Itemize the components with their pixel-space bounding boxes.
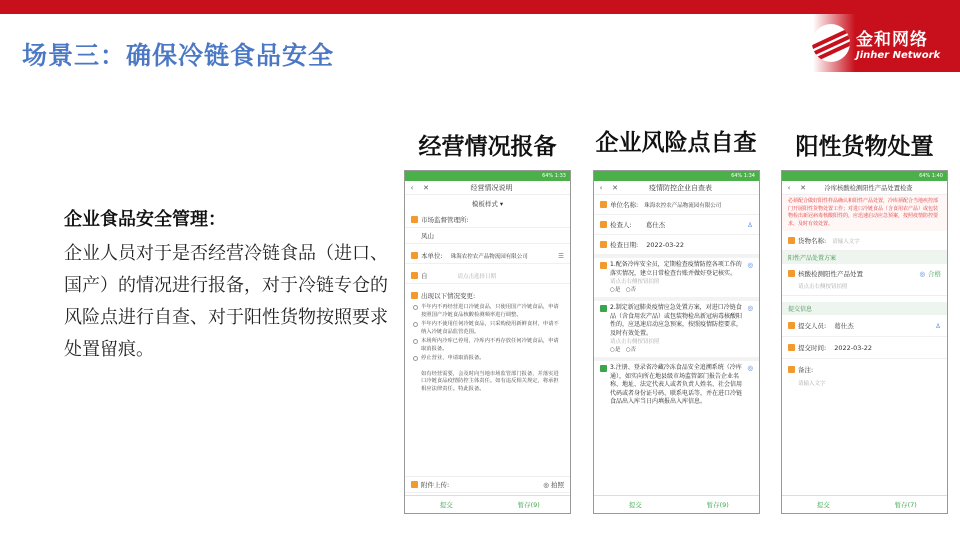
top-bar: [0, 0, 960, 14]
section-submit: 提交信息: [782, 302, 947, 315]
question-2: 2.制定新冠肺炎疫情应急处置方案，对进口冷链食品（含食用农产品）或包装物检出新冠病毒核酸阳性的，应迅速启动应急预案，按照疫情防控要求，及时有效处置。 ◎ 请点击右侧按钮拍照 ○是 ○否: [594, 301, 759, 361]
calendar-icon: [788, 344, 795, 351]
field-date[interactable]: 检查日期: 2022-03-22: [594, 235, 759, 258]
field-change: 出现以下情况变更:: [405, 288, 570, 303]
goods-icon: [788, 237, 795, 244]
draft-button[interactable]: 暂存(9): [517, 501, 540, 509]
desc-title: 企业食品安全管理：: [64, 209, 226, 230]
question-3: 3.注册、登录省冷藏冷冻食品安全追溯系统（冷库通），如实向所在地县级市场监管部门报告企业名称、地址、法定代表人或者负责人姓名、社会信用代码或者身份证号码、联系电话等，并在进口冷链食品出入库当日内填报出入库信息。 ◎: [594, 361, 759, 410]
draft-button[interactable]: 暂存(7): [894, 501, 917, 509]
field-positive[interactable]: 核酸检测阳性产品处置 ◎ 合格: [782, 264, 947, 283]
status-bar: 64% 1:33: [405, 171, 570, 181]
unit-icon: [411, 252, 418, 259]
calendar-icon: [411, 272, 418, 279]
desc-body: 企业人员对于是否经营冷链食品（进口、国产）的情况进行报备，对于冷链专仓的风险点进行自查、对于阳性货物按照要求处置留痕。: [64, 243, 388, 360]
note-icon: [788, 366, 795, 373]
nav-title: 冷库核酸检测阳性产品处置检查: [824, 185, 913, 192]
camera-icon[interactable]: ◎ 拍照: [543, 481, 564, 489]
back-icon[interactable]: ‹: [599, 183, 603, 192]
nav-title: 疫情防控企业自查表: [649, 183, 712, 192]
back-icon[interactable]: ‹: [410, 183, 414, 192]
check-icon: [600, 262, 607, 269]
option-2[interactable]: 半年内不使用任何冷链食品，只采购使用新鲜食材，申请不纳入冷链食品监管范围。: [405, 320, 570, 337]
field-date[interactable]: 自 请点击选择日期: [405, 268, 570, 284]
phone-selfcheck: [593, 170, 760, 514]
close-icon[interactable]: ✕: [612, 183, 618, 192]
camera-icon[interactable]: ◎: [747, 304, 753, 312]
logo-cn: 金和网络: [856, 30, 928, 50]
field-goods[interactable]: 货物名称: 请输入文字: [782, 231, 947, 251]
field-bureau[interactable]: 市场监督管理所:: [405, 212, 570, 228]
logo-en: Jinher Network: [856, 50, 941, 61]
unit-icon: [600, 201, 607, 208]
question-1: 1.配备冷库安全员，定期检查疫情防控各项工作的落实情况，建立日常检查台账并做好登记核实。 ◎ 请点击右侧按钮拍照 ○是 ○否: [594, 258, 759, 301]
status-bar: 64% 1:34: [594, 171, 759, 181]
phone-report: [404, 170, 571, 514]
yes-no-toggle[interactable]: ○是 ○否: [610, 347, 637, 353]
attach-icon: [411, 481, 418, 488]
camera-icon[interactable]: ◎: [747, 261, 753, 269]
option-1[interactable]: 半年内不再经营进口冷链食品，只使用国产冷链食品，申请按照国产冷链食品核酸检测频率进行调整。: [405, 303, 570, 320]
heading-report: 经营情况报备: [418, 134, 557, 160]
user-icon[interactable]: ♙: [747, 220, 753, 229]
camera-icon[interactable]: ◎: [919, 269, 925, 278]
back-icon[interactable]: ‹: [787, 183, 791, 192]
field-checker[interactable]: 检查人: 葛仕杰 ♙: [594, 215, 759, 235]
yes-no-toggle[interactable]: ○是 ○否: [610, 287, 637, 293]
draft-button[interactable]: 暂存(9): [706, 501, 729, 509]
user-icon[interactable]: ♙: [935, 321, 941, 330]
field-unit[interactable]: 本单位: 珠海农控农产品物流园有限公司 ☰: [405, 248, 570, 264]
submit-button[interactable]: 提交: [628, 501, 642, 509]
heading-selfcheck: 企业风险点自查: [595, 130, 757, 156]
template-select[interactable]: 模板样式 ▾: [471, 200, 504, 208]
phone-disposal: [781, 170, 948, 514]
person-icon: [600, 221, 607, 228]
field-submitter[interactable]: 提交人员: 葛仕杰 ♙: [782, 315, 947, 337]
declaration-text: 如有经营需要，会及时向当地市场监管部门报备，并落实进口冷链食品疫情防控主体责任。如有违反相关规定，将承担相应法律责任。特此报备。: [421, 370, 559, 392]
remark-input[interactable]: 请输入文字: [798, 381, 826, 387]
brand-logo: [812, 20, 952, 66]
field-time[interactable]: 提交时间: 2022-03-22: [782, 337, 947, 359]
flask-icon: [788, 270, 795, 277]
warning-text: 必须配合做好阳性样品确认和阳性产品处置，冷库须配合当地疾控部门开展阳性货物处置工作；对进口冷链食品（含食用农产品）或包装物检出新冠病毒核酸阳性的，应迅速启动应急预案，按照疫情防控要求，及时有效处置。: [782, 195, 947, 231]
nav-bar: [405, 181, 570, 195]
nav-bar: [782, 181, 947, 195]
logo-icon: [812, 24, 850, 62]
option-4[interactable]: 停止营业，申请取消报备。: [405, 354, 570, 364]
attach-row[interactable]: 附件上传: ◎ 拍照: [405, 476, 570, 493]
close-icon[interactable]: ✕: [423, 183, 429, 192]
submit-button[interactable]: 提交: [816, 501, 830, 509]
heading-disposal: 阳性货物处置: [795, 134, 934, 160]
close-icon[interactable]: ✕: [800, 183, 806, 192]
building-icon: [411, 216, 418, 223]
photo-hint: 请点击右侧按钮拍照: [782, 283, 947, 296]
camera-icon[interactable]: ◎: [747, 364, 753, 372]
page-title: 场景三：确保冷链食品安全: [22, 41, 335, 70]
list-icon[interactable]: ☰: [558, 251, 564, 260]
list-icon: [411, 292, 418, 299]
field-remark[interactable]: 备注:: [782, 359, 947, 380]
check-icon: [600, 365, 607, 372]
field-unit[interactable]: 单位名称: 珠海农控农产品物流园有限公司: [594, 195, 759, 215]
bureau-value[interactable]: 凤山: [405, 228, 570, 244]
submit-button[interactable]: 提交: [439, 501, 453, 509]
person-icon: [788, 322, 795, 329]
check-icon: [600, 305, 607, 312]
section-plan: 阳性产品处置方案: [782, 251, 947, 264]
nav-title: 经营情况说明: [470, 183, 513, 192]
status-bar: 64% 1:40: [782, 171, 947, 181]
option-3[interactable]: 本场所内冷库已停用，冷库内不再存放任何冷链食品，申请取消报备。: [405, 337, 570, 354]
nav-bar: [594, 181, 759, 195]
calendar-icon: [600, 241, 607, 248]
